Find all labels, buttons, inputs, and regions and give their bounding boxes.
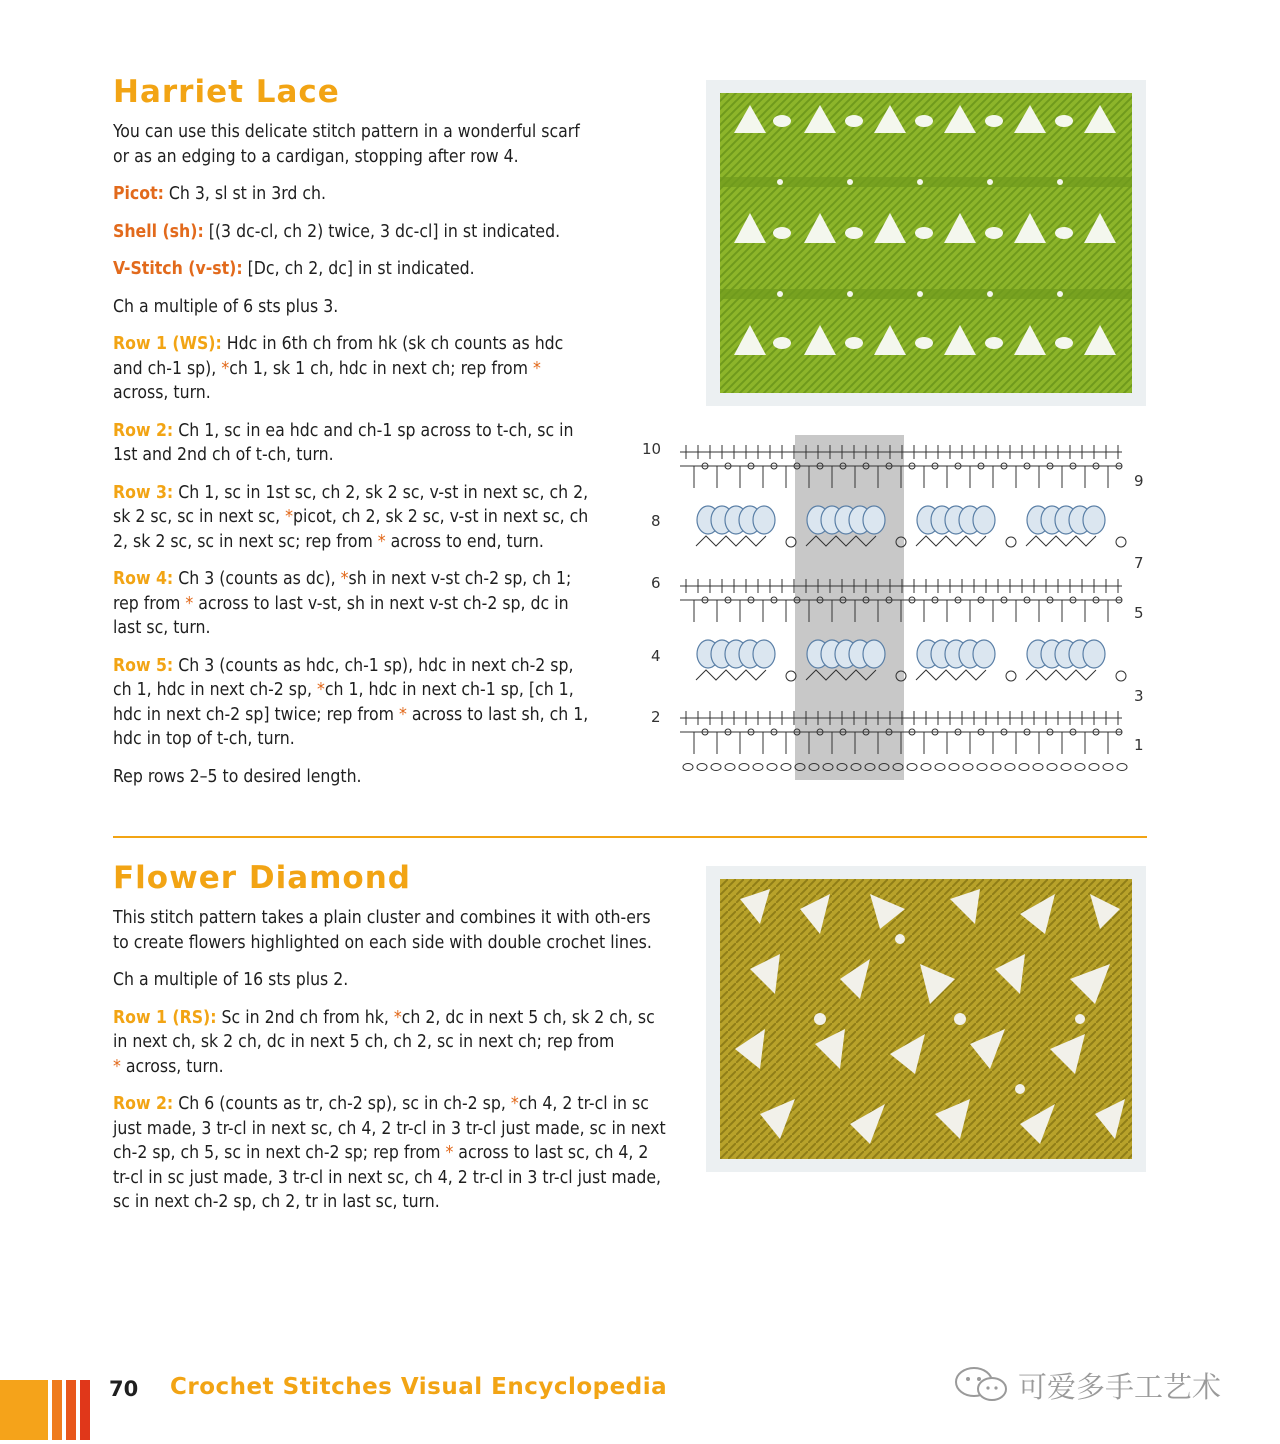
foundation-chain-symbol [1061, 764, 1071, 771]
harriet-row-4 [113, 567, 593, 641]
row-2-text: Ch 1, sc in ea hdc and ch-1 sp across to t-ch, sc in 1st and 2nd ch of t-ch, turn. [113, 420, 574, 465]
shell-definition [113, 220, 593, 245]
row-5-text: across to last sh, ch 1, hdc in top of t-ch, turn. [113, 704, 589, 749]
row-4-text: across to last v-st, sh in next v-st ch-2 sp, dc in last sc, turn. [113, 593, 569, 638]
chat-bubble-icon [952, 1362, 1012, 1406]
foundation-chain-symbol [1075, 764, 1085, 771]
flower-diamond-swatch-photo [706, 866, 1146, 1172]
foundation-chain-symbol [935, 764, 945, 771]
asterisk: * [398, 704, 407, 725]
asterisk: * [317, 680, 325, 700]
shell-label: Shell (sh): [113, 221, 204, 242]
asterisk: * [221, 358, 230, 379]
row-4-text: Ch 3 (counts as dc), [173, 569, 341, 589]
picot-definition [113, 182, 593, 207]
asterisk: * [340, 569, 349, 589]
row-3-text: picot, ch 2, sk 2 sc, v-st in next sc, ch 2, sk 2 sc, sc in next sc; rep from [113, 507, 589, 552]
row-1-text: Hdc in 6th ch from hk (sk ch counts as hdc and ch-1 sp), [113, 334, 564, 379]
harriet-repeat-text: Rep rows 2–5 to desired length. [113, 766, 362, 787]
shell-cluster-symbol [863, 640, 885, 668]
row-2-text: Ch 6 (counts as tr, ch-2 sp), sc in ch-2 sp, [173, 1094, 511, 1114]
row-3-text: across to end, turn. [385, 531, 544, 552]
harriet-lace-instructions [113, 120, 593, 802]
sc-cross-row [696, 670, 766, 680]
shell-text: [(3 dc-cl, ch 2) twice, 3 dc-cl] in st indicated. [203, 221, 561, 242]
foundation-chain-symbol [949, 764, 959, 771]
harriet-row-1 [113, 332, 593, 406]
row-5-text: Ch 3 (counts as hdc, ch-1 sp), hdc in next ch-2 sp, ch 1, hdc in next ch-2 sp, [113, 655, 574, 700]
picot-label: Picot: [113, 184, 164, 204]
row-2-text: ch 4, 2 tr-cl in sc just made, 3 tr-cl in next sc, ch 4, 2 tr-cl in 3 tr-cl just made, sc in next ch-2 sp, ch 5, sc in next ch-2 sp; rep from [113, 1094, 666, 1163]
row-3-label: Row 3: [113, 482, 174, 503]
flower-intro: This stitch pattern takes a plain cluster and combines it with oth-ers to create flowers highlighted on each side with double crochet lines. [113, 908, 652, 953]
asterisk: * [393, 1007, 402, 1028]
harriet-lace-swatch-photo [706, 80, 1146, 406]
shell-cluster-symbol [1083, 506, 1105, 534]
picot-symbol [786, 537, 796, 547]
asterisk: * [510, 1094, 519, 1114]
flower-row-2 [113, 1092, 668, 1215]
picot-text: Ch 3, sl st in 3rd ch. [163, 184, 327, 204]
flower-chain-text: Ch a multiple of 16 sts plus 2. [113, 970, 349, 990]
row-4-text: sh in next v-st ch-2 sp, ch 1; rep from [113, 569, 572, 614]
sc-cross-row [1026, 670, 1096, 680]
picot-symbol [786, 671, 796, 681]
shell-cluster-symbol [973, 506, 995, 534]
harriet-chain-text: Ch a multiple of 6 sts plus 3. [113, 296, 339, 317]
chart-row-number: 4 [651, 647, 661, 665]
page-number: 70 [109, 1377, 139, 1401]
foundation-chain-symbol [711, 764, 721, 771]
row-3-text: Ch 1, sc in 1st sc, ch 2, sk 2 sc, v-st in next sc, ch 2, sk 2 sc, sc in next sc, [113, 482, 589, 527]
vstitch-label: V-Stitch (v-st): [113, 259, 243, 279]
shell-cluster-symbol [753, 506, 775, 534]
asterisk: * [377, 531, 386, 552]
foundation-chain-symbol [1103, 764, 1113, 771]
foundation-chain-symbol [725, 764, 735, 771]
flower-diamond-title: Flower Diamond [113, 860, 411, 896]
stitch-chart-diagram [636, 432, 1156, 782]
shell-cluster-symbol [1083, 640, 1105, 668]
row-1-text: across, turn. [113, 383, 211, 403]
row-1-label: Row 1 (RS): [113, 1007, 217, 1028]
foundation-chain-symbol [781, 764, 791, 771]
row-2-text: across to last sc, ch 4, 2 tr-cl in sc just made, 3 tr-cl in next sc, ch 4, 2 tr-cl in 3 tr-cl just made, sc in next ch-2 sp, ch 2, tr in last sc, turn. [113, 1143, 662, 1212]
chart-row-number: 1 [1134, 736, 1144, 754]
asterisk: * [445, 1143, 454, 1163]
foundation-chain-symbol [907, 764, 917, 771]
section-divider [113, 836, 1147, 838]
foundation-chain-symbol [753, 764, 763, 771]
watermark [952, 1362, 1252, 1406]
shell-cluster-symbol [973, 640, 995, 668]
sc-cross-row [916, 536, 986, 546]
row-1-text: across, turn. [120, 1056, 224, 1077]
repeat-highlight [795, 435, 904, 780]
vstitch-text: [Dc, ch 2, dc] in st indicated. [242, 259, 475, 279]
footer-color-bars [0, 1380, 100, 1440]
row-1-text: Sc in 2nd ch from hk, [216, 1007, 394, 1028]
picot-symbol [1006, 671, 1016, 681]
chart-row-number: 10 [642, 440, 662, 458]
olive-flower-swatch-image [720, 879, 1132, 1159]
chart-row-number: 7 [1134, 554, 1144, 572]
foundation-chain-symbol [1117, 764, 1127, 771]
shell-cluster-symbol [863, 506, 885, 534]
harriet-row-2 [113, 419, 593, 468]
foundation-chain-symbol [963, 764, 973, 771]
harriet-row-3 [113, 481, 593, 555]
picot-symbol [1116, 671, 1126, 681]
asterisk: * [113, 1056, 121, 1077]
foundation-chain-symbol [921, 764, 931, 771]
green-lace-swatch-image [720, 93, 1132, 393]
chart-row-number: 2 [651, 708, 661, 726]
picot-symbol [1116, 537, 1126, 547]
chart-row-number: 5 [1134, 604, 1144, 622]
foundation-chain-symbol [683, 764, 693, 771]
harriet-lace-title: Harriet Lace [113, 74, 340, 110]
foundation-chain-symbol [991, 764, 1001, 771]
foundation-chain-symbol [1047, 764, 1057, 771]
harriet-intro: You can use this delicate stitch pattern in a wonderful scarf or as an edging to a cardigan, stopping after row 4. [113, 122, 580, 167]
harriet-lace-stitch-chart [636, 432, 1156, 782]
foundation-chain-symbol [1019, 764, 1029, 771]
row-5-label: Row 5: [113, 655, 174, 676]
chart-row-number: 6 [651, 574, 661, 592]
row-2-label: Row 2: [113, 420, 174, 441]
watermark-text: 可爱多手工艺术 [1018, 1370, 1222, 1404]
picot-symbol [1006, 537, 1016, 547]
sc-cross-row [916, 670, 986, 680]
harriet-row-5 [113, 654, 593, 752]
row-2-label: Row 2: [113, 1094, 174, 1114]
foundation-chain-symbol [697, 764, 707, 771]
shell-cluster-symbol [753, 640, 775, 668]
chart-row-number: 8 [651, 512, 661, 530]
row-4-label: Row 4: [113, 569, 174, 589]
row-1-label: Row 1 (WS): [113, 334, 222, 354]
chart-row-number: 9 [1134, 472, 1144, 490]
sc-cross-row [1026, 536, 1096, 546]
foundation-chain-symbol [1005, 764, 1015, 771]
vstitch-definition [113, 257, 593, 282]
row-5-text: ch 1, hdc in next ch-1 sp, [ch 1, hdc in next ch-2 sp] twice; rep from [113, 680, 574, 725]
asterisk: * [185, 593, 194, 614]
chart-row-number: 3 [1134, 687, 1144, 705]
sc-cross-row [696, 536, 766, 546]
flower-diamond-instructions [113, 906, 668, 1228]
color-bars-graphic [0, 1380, 100, 1440]
asterisk: * [532, 358, 541, 379]
book-title: Crochet Stitches Visual Encyclopedia [170, 1374, 668, 1400]
row-1-text: ch 2, dc in next 5 ch, sk 2 ch, sc in next ch, sk 2 ch, dc in next 5 ch, ch 2, sc in next ch; rep from [113, 1007, 655, 1052]
flower-row-1 [113, 1006, 668, 1080]
foundation-chain-symbol [977, 764, 987, 771]
asterisk: * [285, 507, 293, 527]
foundation-chain-symbol [767, 764, 777, 771]
foundation-chain-symbol [1089, 764, 1099, 771]
foundation-chain-symbol [739, 764, 749, 771]
row-1-text: ch 1, sk 1 ch, hdc in next ch; rep from [229, 358, 533, 379]
foundation-chain-symbol [1033, 764, 1043, 771]
